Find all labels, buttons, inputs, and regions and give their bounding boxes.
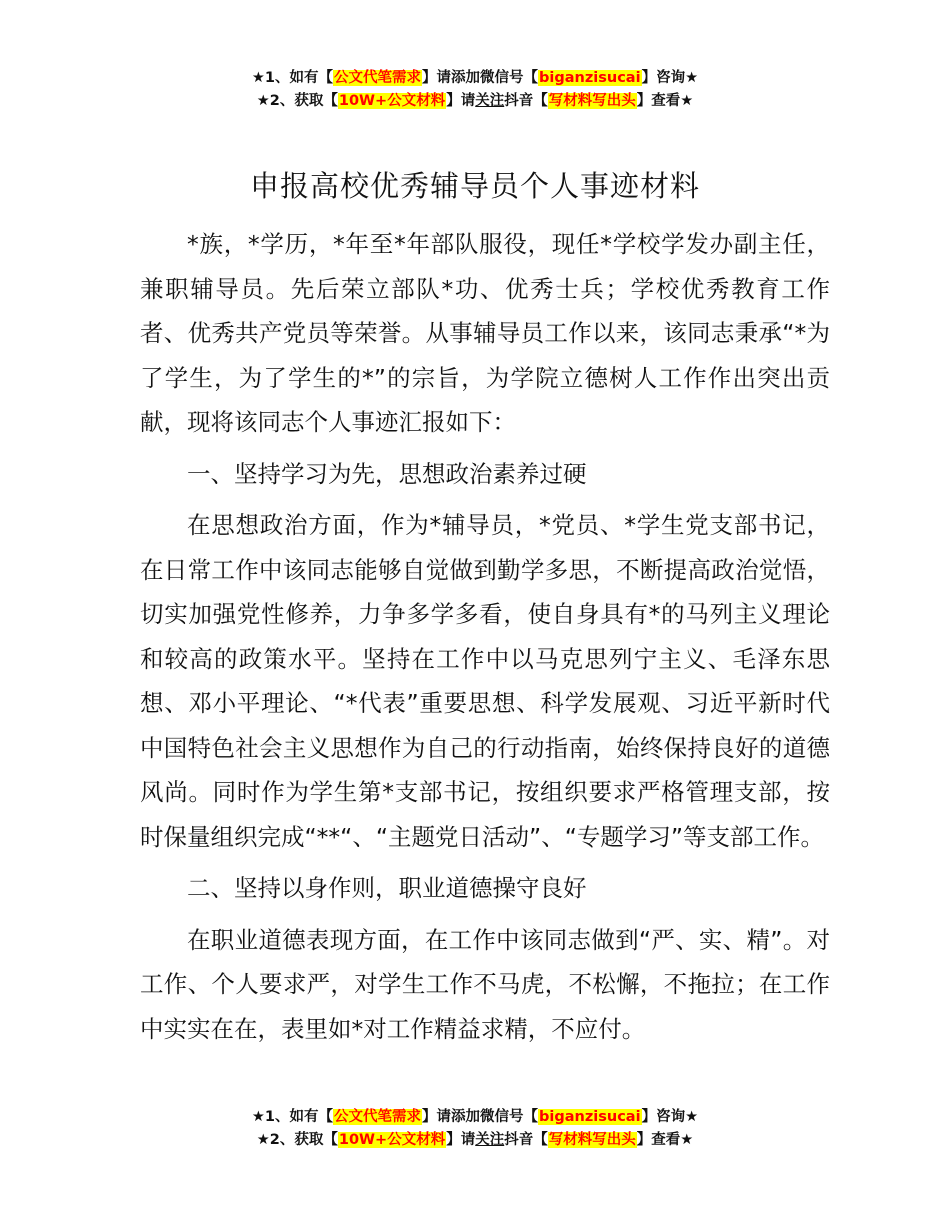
banner-text: 抖音【	[504, 1132, 548, 1148]
body-paragraph: 在思想政治方面，作为*辅导员，*党员、*学生党支部书记，在日常工作中该同志能够自觉做到勤学多思，不断提高政治觉悟，切实加强党性修养，力争多学多看，使自身具有*的马列主义理论和较高的政策水平。坚持在工作中以马克思列宁主义、毛泽东思想、邓小平理论、“*代表”重要思想、科学发展观、习近平新时代中国特色社会主义思想作为自己的行动指南，始终保持良好的道德风尚。同时作为学生第*支部书记，按组织要求严格管理支部，按时保量组织完成“**“、“主题党日活动”、“专题学习”等支部工作。	[140, 511, 830, 851]
banner-text: 】请添加微信号【	[422, 70, 539, 86]
banner-text: 】请	[446, 93, 476, 109]
footer-banner	[0, 1106, 950, 1152]
banner-text: 抖音【	[504, 93, 548, 109]
banner-text: ★1、如有【	[251, 1109, 334, 1125]
highlight-wechat-id: biganzisucai	[539, 1109, 641, 1125]
highlight-account: 写材料写出头	[548, 1132, 636, 1148]
highlight-account: 写材料写出头	[548, 93, 636, 109]
document-title: 申报高校优秀辅导员个人事迹材料	[249, 169, 700, 203]
highlight-materials: 10W+公文材料	[338, 93, 446, 109]
banner-text: ★2、获取【	[256, 93, 338, 109]
highlight-service: 公文代笔需求	[334, 1109, 422, 1125]
header-banner	[0, 67, 950, 113]
banner-text: 】查看★	[636, 1132, 694, 1148]
underlined-follow: 关注	[475, 1132, 505, 1148]
banner-line-2	[0, 90, 950, 113]
banner-text: ★2、获取【	[256, 1132, 338, 1148]
banner-line-1	[0, 1106, 950, 1129]
section-heading-1: 一、坚持学习为先，思想政治素养过硬	[187, 459, 587, 488]
intro-paragraph: *族，*学历，*年至*年部队服役，现任*学校学发办副主任，兼职辅导员。先后荣立部队*功、优秀士兵；学校优秀教育工作者、优秀共产党员等荣誉。从事辅导员工作以来，该同志秉承“*为了学生，为了学生的*”的宗旨，为学院立德树人工作作出突出贡献，现将该同志个人事迹汇报如下：	[140, 230, 830, 436]
highlight-wechat-id: biganzisucai	[539, 70, 641, 86]
highlight-materials: 10W+公文材料	[338, 1132, 446, 1148]
banner-line-2	[0, 1129, 950, 1152]
banner-text: 】查看★	[636, 93, 694, 109]
highlight-service: 公文代笔需求	[334, 70, 422, 86]
section-heading-2: 二、坚持以身作则，职业道德操守良好	[187, 874, 587, 902]
banner-text: 】咨询★	[641, 70, 699, 86]
body-paragraph: 在职业道德表现方面，在工作中该同志做到“严、实、精”。对工作、个人要求严，对学生工作不马虎，不松懈，不拖拉；在工作中实实在在，表里如*对工作精益求精，不应付。	[140, 925, 830, 1043]
banner-line-1	[0, 67, 950, 90]
banner-text: ★1、如有【	[251, 70, 334, 86]
document-body	[140, 222, 830, 1058]
underlined-follow: 关注	[475, 93, 505, 109]
banner-text: 】咨询★	[641, 1109, 699, 1125]
banner-text: 】请	[446, 1132, 476, 1148]
banner-text: 】请添加微信号【	[422, 1109, 539, 1125]
